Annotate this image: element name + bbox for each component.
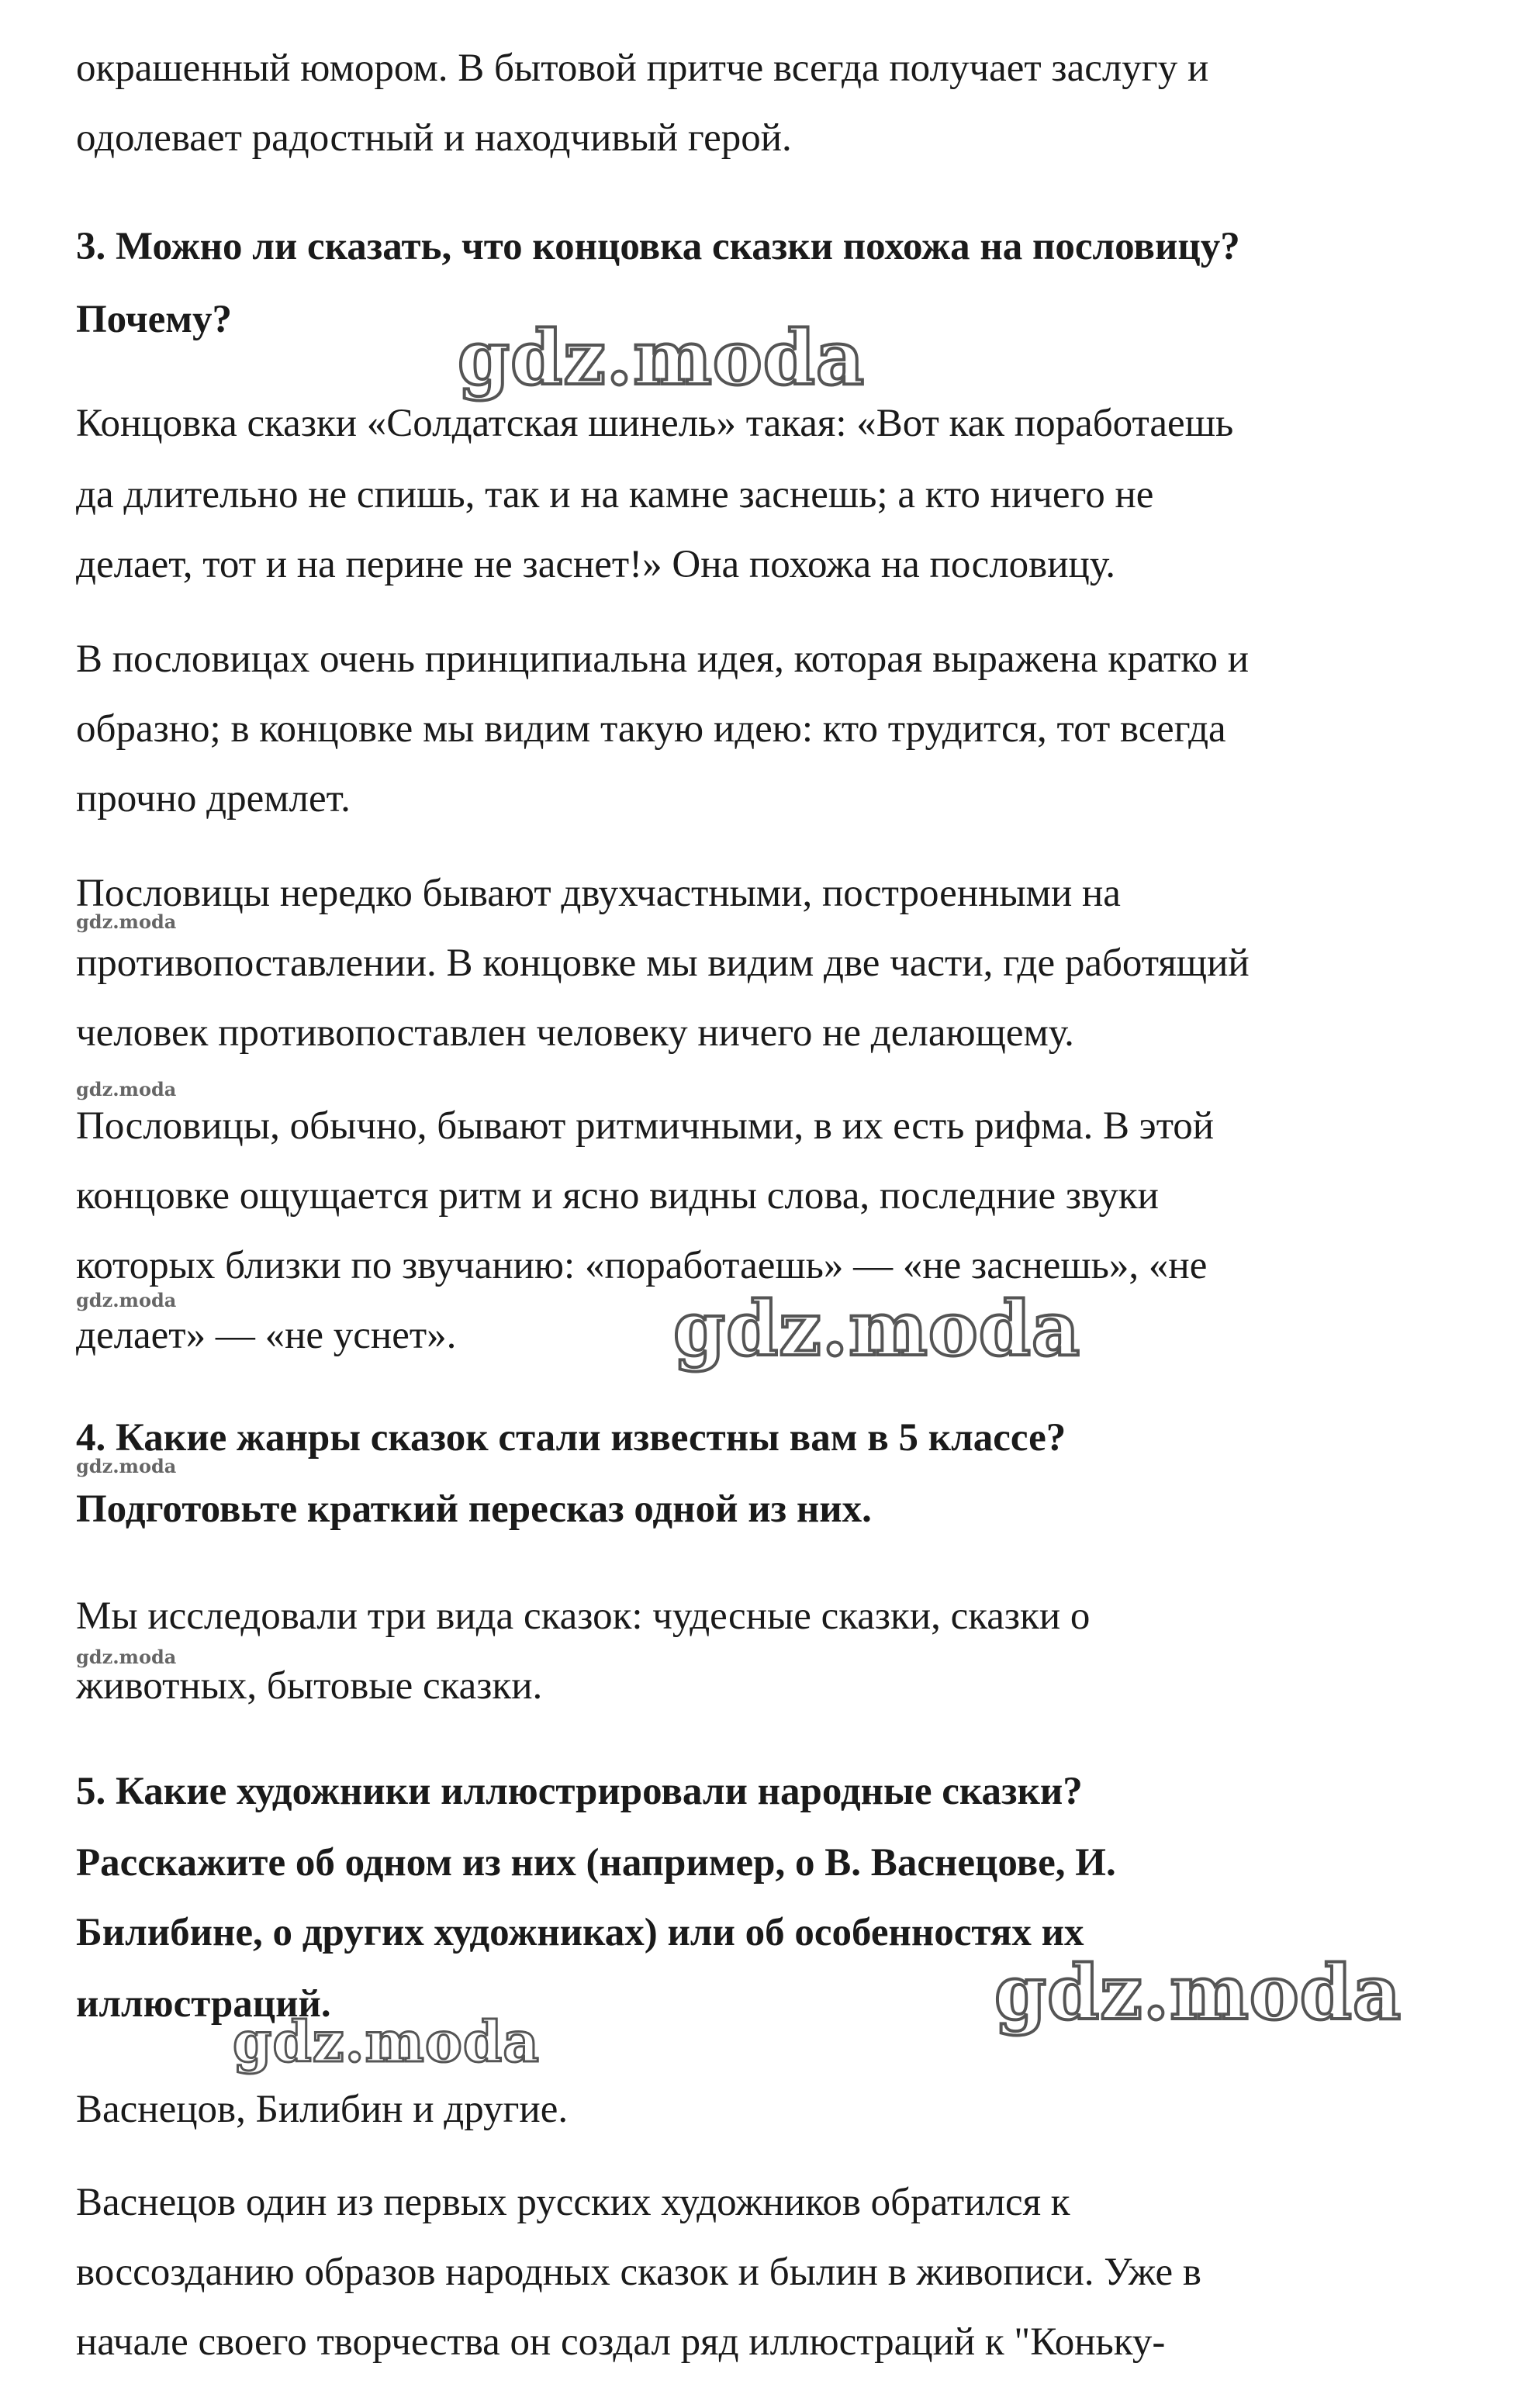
- watermark-small: gdz.moda: [76, 1078, 177, 1100]
- text-line-2: одолевает радостный и находчивый герой.: [76, 116, 792, 160]
- answer-4-line-2: животных, бытовые сказки.: [76, 1664, 543, 1708]
- answer-4-line-1: Мы исследовали три вида сказок: чудесные сказки, сказки о: [76, 1594, 1091, 1638]
- answer-3-line-6: прочно дремлет.: [76, 777, 351, 821]
- answer-3-line-9: человек противопоставлен человеку ничего не делающему.: [76, 1011, 1074, 1055]
- watermark-large: gdz.moda: [994, 1949, 1402, 2037]
- watermark-small: gdz.moda: [76, 910, 177, 933]
- text-line-1: окрашенный юмором. В бытовой притче всегда получает заслугу и: [76, 47, 1209, 90]
- answer-3-line-7: Пословицы нередко бывают двухчастными, построенными на: [76, 872, 1121, 915]
- answer-3-line-11: концовке ощущается ритм и ясно видны слова, последние звуки: [76, 1174, 1159, 1218]
- answer-3-line-5: образно; в концовке мы видим такую идею: кто трудится, тот всегда: [76, 707, 1226, 751]
- answer-3-line-4: В пословицах очень принципиальна идея, которая выражена кратко и: [76, 637, 1250, 681]
- answer-3-line-8: противопоставлении. В концовке мы видим две части, где работящий: [76, 941, 1250, 985]
- answer-3-line-10: Пословицы, обычно, бывают ритмичными, в их есть рифма. В этой: [76, 1104, 1215, 1148]
- watermark-large: gdz.moda: [673, 1285, 1081, 1373]
- question-5-line-4: иллюстраций.: [76, 1982, 331, 2026]
- question-4-line-2: Подготовьте краткий пересказ одной из них.: [76, 1487, 872, 1531]
- question-3-line-1: 3. Можно ли сказать, что концовка сказки похожа на пословицу?: [76, 225, 1240, 268]
- watermark-large: gdz.moda: [458, 314, 866, 402]
- answer-3-line-12: которых близки по звучанию: «поработаешь» — «не заснешь», «не: [76, 1244, 1208, 1287]
- question-3-line-2: Почему?: [76, 298, 232, 341]
- answer-3-line-2: да длительно не спишь, так и на камне заснешь; а кто ничего не: [76, 473, 1154, 516]
- answer-3-line-13: делает» — «не уснет».: [76, 1314, 457, 1357]
- question-5-line-2: Расскажите об одном из них (например, о В. Васнецове, И.: [76, 1841, 1116, 1885]
- watermark-small: gdz.moda: [76, 1646, 177, 1668]
- question-4-line-1: 4. Какие жанры сказок стали известны вам в 5 классе?: [76, 1416, 1066, 1460]
- watermark-small: gdz.moda: [76, 1289, 177, 1311]
- answer-5-line-4: начале своего творчества он создал ряд иллюстраций к "Коньку-: [76, 2320, 1166, 2364]
- answer-3-line-1: Концовка сказки «Солдатская шинель» такая: «Вот как поработаешь: [76, 402, 1234, 445]
- answer-3-line-3: делает, тот и на перине не заснет!» Она похожа на пословицу.: [76, 543, 1115, 586]
- answer-5-line-1: Васнецов, Билибин и другие.: [76, 2088, 569, 2131]
- watermark-medium: gdz.moda: [233, 2009, 540, 2075]
- answer-5-line-2: Васнецов один из первых русских художников обратился к: [76, 2181, 1070, 2224]
- watermark-small: gdz.moda: [76, 1455, 177, 1477]
- question-5-line-1: 5. Какие художники иллюстрировали народные сказки?: [76, 1770, 1083, 1813]
- answer-5-line-3: воссозданию образов народных сказок и былин в живописи. Уже в: [76, 2251, 1201, 2294]
- question-5-line-3: Билибине, о других художниках) или об особенностях их: [76, 1911, 1084, 1954]
